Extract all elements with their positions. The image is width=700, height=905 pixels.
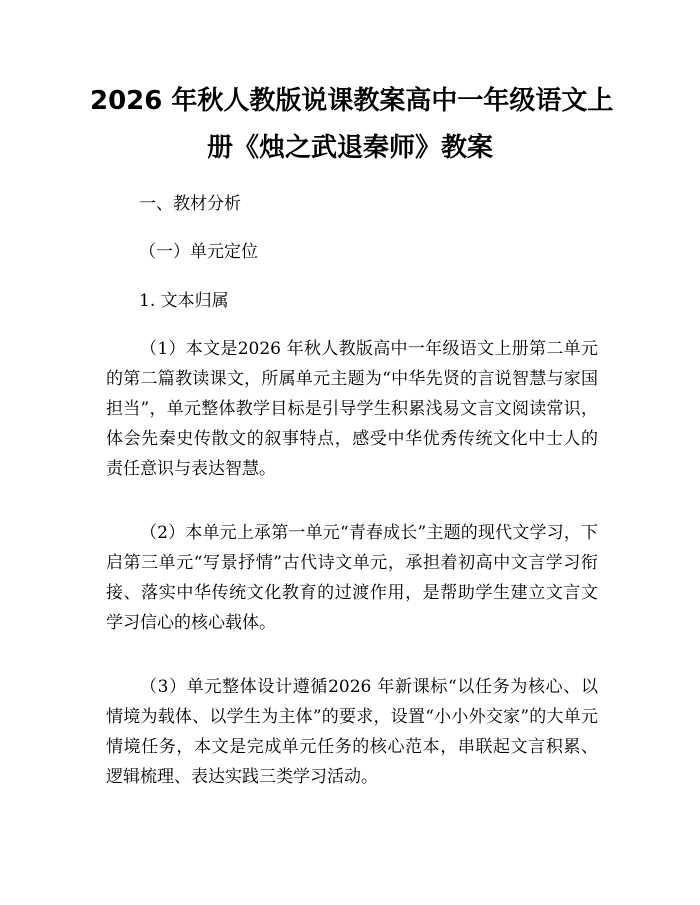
document-title-line-1: 2026 年秋人教版说课教案高中一年级语文上 xyxy=(90,86,614,116)
subsection-heading: （一）单元定位 xyxy=(139,242,258,262)
paragraph-1: （1）本文是2026 年秋人教版高中一年级语文上册第二单元的第二篇教读课文，所属单元主题为“中华先贤的言说智慧与家国担当”，单元整体教学目标是引导学生积累浅易文言文阅读常识，体会先秦史传散文的叙事特点，感受中华优秀传统文化中士人的责任意识与表达智慧。 xyxy=(106,339,598,479)
item-heading: 1. 文本归属 xyxy=(139,291,229,311)
section-heading: 一、教材分析 xyxy=(139,194,241,214)
paragraph-3: （3）单元整体设计遵循2026 年新课标“以任务为核心、以情境为载体、以学生为主体”的要求，设置“小小外交家”的大单元情境任务，本文是完成单元任务的核心范本，串联起文言积累、逻辑梳理、表达实践三类学习活动。 xyxy=(106,677,598,787)
document-title-line-2: 册《烛之武退秦师》教案 xyxy=(206,133,493,163)
paragraph-2: （2）本单元上承第一单元“青春成长”主题的现代文学习，下启第三单元“写景抒情”古代诗文单元，承担着初高中文言学习衔接、落实中华传统文化教育的过渡作用，是帮助学生建立文言文学习信心的核心载体。 xyxy=(106,523,598,633)
